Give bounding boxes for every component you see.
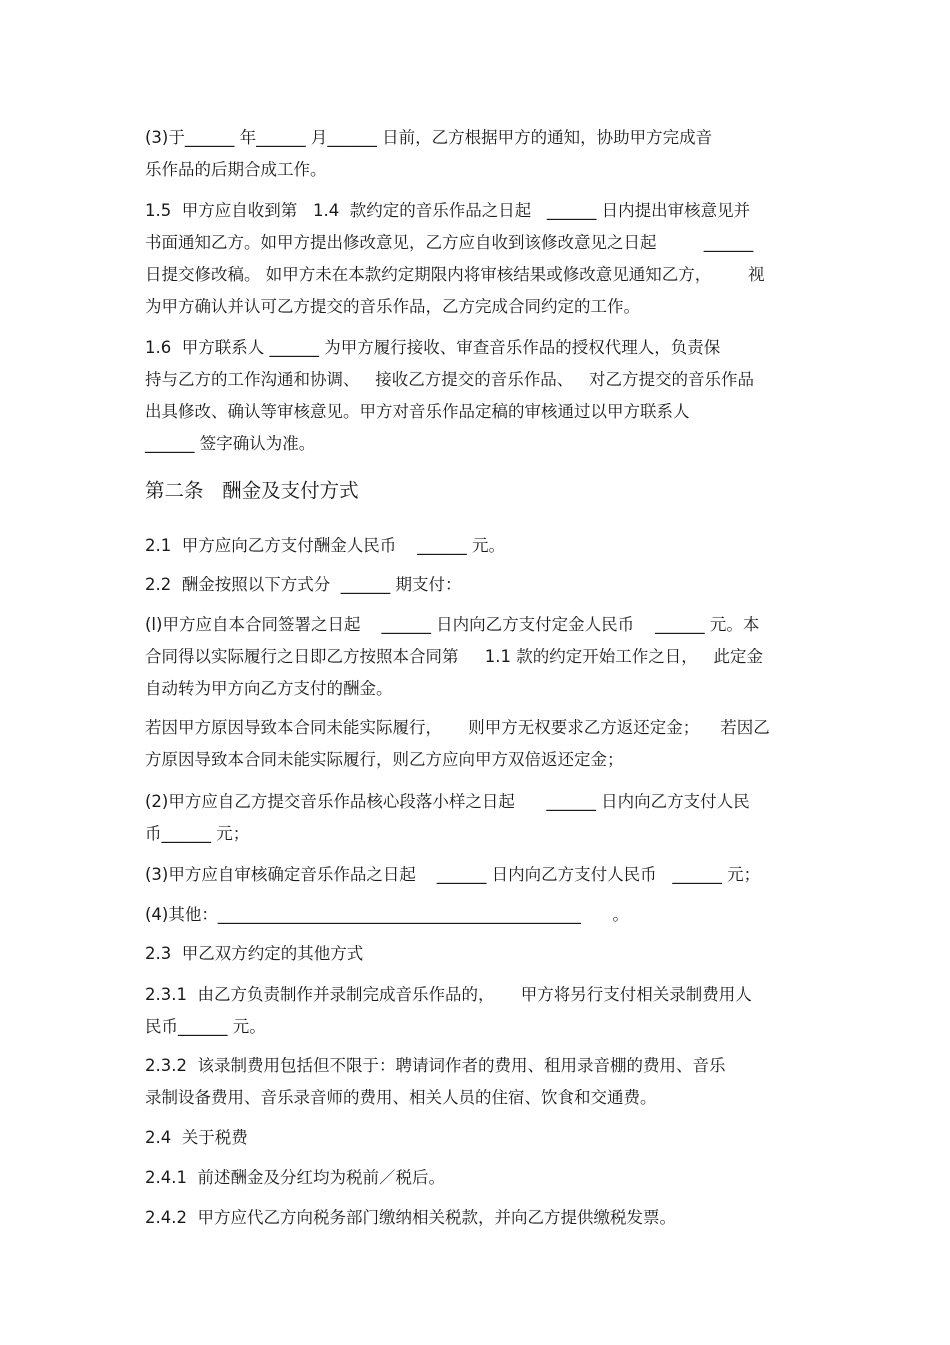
text-line: (3)于______ 年______ 月______ 日前，乙方根据甲方的通知，协助甲方完成音 <box>145 128 713 147</box>
text-line: 1.6 甲方联系人 ______ 为甲方履行接收、审查音乐作品的授权代理人，负责保 <box>145 338 721 357</box>
text-line: (4)其他：____________________________________________ 。 <box>145 905 629 924</box>
text-line: (2)甲方应自乙方提交音乐作品核心段落小样之日起 ______ 日内向乙方支付人民 <box>145 792 750 811</box>
text-line: 2.4.1 前述酬金及分红均为税前／税后。 <box>145 1168 445 1187</box>
text-line: 民币______ 元。 <box>145 1017 266 1036</box>
text-line: 为甲方确认并认可乙方提交的音乐作品，乙方完成合同约定的工作。 <box>145 297 640 316</box>
text-line: 2.3 甲乙双方约定的其他方式 <box>145 944 364 963</box>
text-line: ______ 签字确认为准。 <box>145 434 316 453</box>
text-line: 录制设备费用、音乐录音师的费用、相关人员的住宿、饮食和交通费。 <box>145 1088 657 1107</box>
text-line: 乐作品的后期合成工作。 <box>145 160 327 179</box>
text-line: 币______ 元； <box>145 824 250 843</box>
text-line: 2.3.1 由乙方负责制作并录制完成音乐作品的， 甲方将另行支付相关录制费用人 <box>145 985 752 1004</box>
text-line: 出具修改、确认等审核意见。甲方对音乐作品定稿的审核通过以甲方联系人 <box>145 402 690 421</box>
text-line: 合同得以实际履行之日即乙方按照本合同第 1.1 款的约定开始工作之日， 此定金 <box>145 647 763 666</box>
text-line: 2.4 关于税费 <box>145 1128 248 1147</box>
text-line: 日提交修改稿。 如甲方未在本款约定期限内将审核结果或修改意见通知乙方， 视 <box>145 265 765 284</box>
text-line: 若因甲方原因导致本合同未能实际履行， 则甲方无权要求乙方返还定金； 若因乙 <box>145 718 770 737</box>
text-line: 2.3.2 该录制费用包括但不限于：聘请词作者的费用、租用录音棚的费用、音乐 <box>145 1056 726 1075</box>
text-line: 1.5 甲方应自收到第 1.4 款约定的音乐作品之日起 ______ 日内提出审核意见并 <box>145 201 751 220</box>
text-line: 书面通知乙方。如甲方提出修改意见，乙方应自收到该修改意见之日起 ______ <box>145 233 754 252</box>
text-line: (3)甲方应自审核确定音乐作品之日起 ______ 日内向乙方支付人民币 ______ 元； <box>145 865 761 884</box>
text-line: 2.2 酬金按照以下方式分 ______ 期支付： <box>145 575 462 594</box>
section-heading: 第二条 酬金及支付方式 <box>145 479 359 502</box>
text-line: 方原因导致本合同未能实际履行，则乙方应向甲方双倍返还定金； <box>145 750 624 769</box>
text-line: (l)甲方应自本合同签署之日起 ______ 日内向乙方支付定金人民币 ______ 元。本 <box>145 615 760 634</box>
text-line: 2.1 甲方应向乙方支付酬金人民币 ______ 元。 <box>145 536 505 555</box>
text-line: 2.4.2 甲方应代乙方向税务部门缴纳相关税款，并向乙方提供缴税发票。 <box>145 1208 676 1227</box>
text-line: 自动转为甲方向乙方支付的酬金。 <box>145 679 393 698</box>
text-line: 持与乙方的工作沟通和协调、 接收乙方提交的音乐作品、 对乙方提交的音乐作品 <box>145 370 754 389</box>
